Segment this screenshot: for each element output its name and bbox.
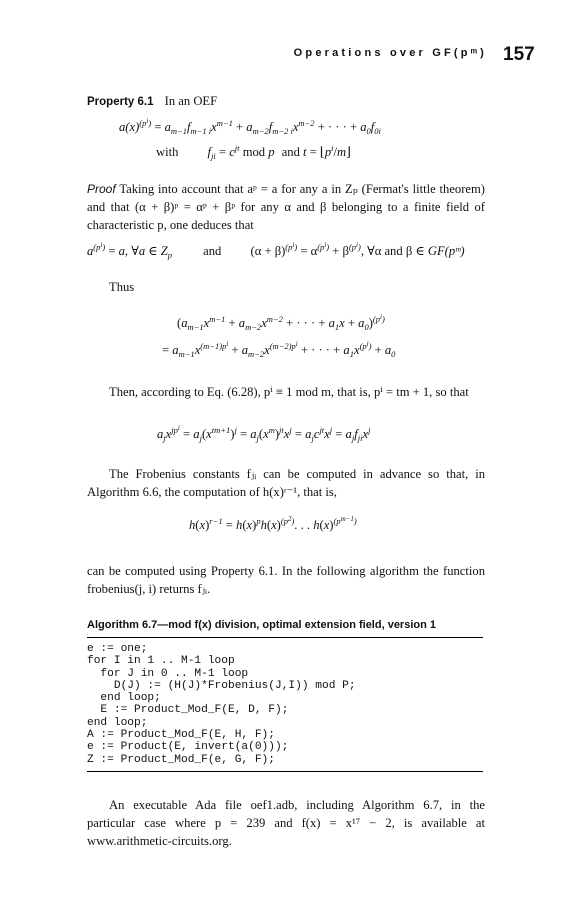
code-line: for J in 0 .. M-1 loop <box>87 667 249 680</box>
property-label: Property 6.1 <box>87 96 154 108</box>
algorithm-code <box>87 643 356 766</box>
algorithm-title: Algorithm 6.7—mod f(x) division, optimal extension field, version 1 <box>87 619 436 631</box>
property-equation: $a(x)^{(p^i)} = a_{m-1}f_{m-1 i}x^{m-1} + a_{m-2}f_{m-2 i}x^{m-2}$ + · · · + $a_0f_{0i}$ <box>119 117 381 136</box>
code-line: end loop; <box>87 692 161 705</box>
property-intro: In an OEF <box>164 94 218 108</box>
running-header: Operations over GF(pᵐ) <box>293 47 487 59</box>
code-line: E := Product_Mod_F(E, D, F); <box>87 704 289 717</box>
proof-text: Taking into account that aᵖ = a for any a in Zₚ (Fermat's little theorem) and that (α + β)ᵖ = αᵖ + βᵖ for any α and β belonging to a finite field of characteristic p, one deduces that <box>87 182 486 232</box>
proof-label: Proof <box>87 182 116 196</box>
code-line: D(J) := (H(J)*Frobenius(J,I)) mod P; <box>87 679 356 692</box>
algorithm-bottom-rule <box>87 771 483 772</box>
code-line: Z := Product_Mod_F(e, G, F); <box>87 753 275 766</box>
proof-paragraph <box>87 180 485 234</box>
final-paragraph: An executable Ada file oef1.adb, including Algorithm 6.7, in the particular case where p = 239 and f(x) = x¹⁷ − 2, is available at www.arithmetic-circuits.org. <box>87 798 485 848</box>
property-condition: with $f_{ji} = c^{jt}$ mod p and $t = ⌊p^i/m⌋$ <box>156 143 352 161</box>
property-usage-paragraph: can be computed using Property 6.1. In the following algorithm the function frobenius(j, i) returns fⱼᵢ. <box>87 564 485 596</box>
property-heading <box>87 92 217 111</box>
code-line: e := one; <box>87 643 148 655</box>
thus-equation-2: = $a_{m-1}x^{(m-1)p^i} + a_{m-2}x^{(m-2)p^i}$ + · · · + $a_1x^{(p^i)} + a_0$ <box>162 340 396 359</box>
code-line: end loop; <box>87 716 148 729</box>
fermat-equation: $a^{(p^i)} = a$, ∀a ∈ $Z_p$ and $(\alpha + \beta)^{(p^i)} = \alpha^{(p^i)} + \beta^{(p^i)}$, ∀α and β ∈ GF(pᵐ) <box>87 241 465 260</box>
code-line: A := Product_Mod_F(E, H, F); <box>87 729 275 742</box>
page-number: 157 <box>503 44 535 65</box>
then-paragraph: Then, according to Eq. (6.28), pⁱ ≡ 1 mod m, that is, pⁱ = tm + 1, so that <box>109 385 469 399</box>
thus-text: Thus <box>109 280 135 294</box>
thus-equation-1: ($a_{m-1}x^{m-1} + a_{m-2}x^{m-2}$ + · · · + $a_1x + a_0)^{(p^i)}$ <box>177 313 385 332</box>
h-power-equation: $h(x)^{r-1} = h(x)^ph(x)^{(p^2)}$. . . $h(x)^{(p^{m-1})}$ <box>189 515 357 532</box>
code-line: for I in 1 .. M-1 loop <box>87 655 235 668</box>
frobenius-equation: $a_jx^{jp^i} = a_j(x^{tm+1})^j = a_j(x^m)^{jt}x^j = a_jc^{jt}x^j = a_jf_{ji}x^j$ <box>157 424 371 443</box>
frobenius-paragraph: The Frobenius constants fⱼᵢ can be computed in advance so that, in Algorithm 6.6, the computation of h(x)ʳ⁻¹, that is, <box>87 467 485 499</box>
algorithm-top-rule <box>87 637 483 638</box>
code-line: e := Product(E, invert(a(0))); <box>87 741 289 754</box>
